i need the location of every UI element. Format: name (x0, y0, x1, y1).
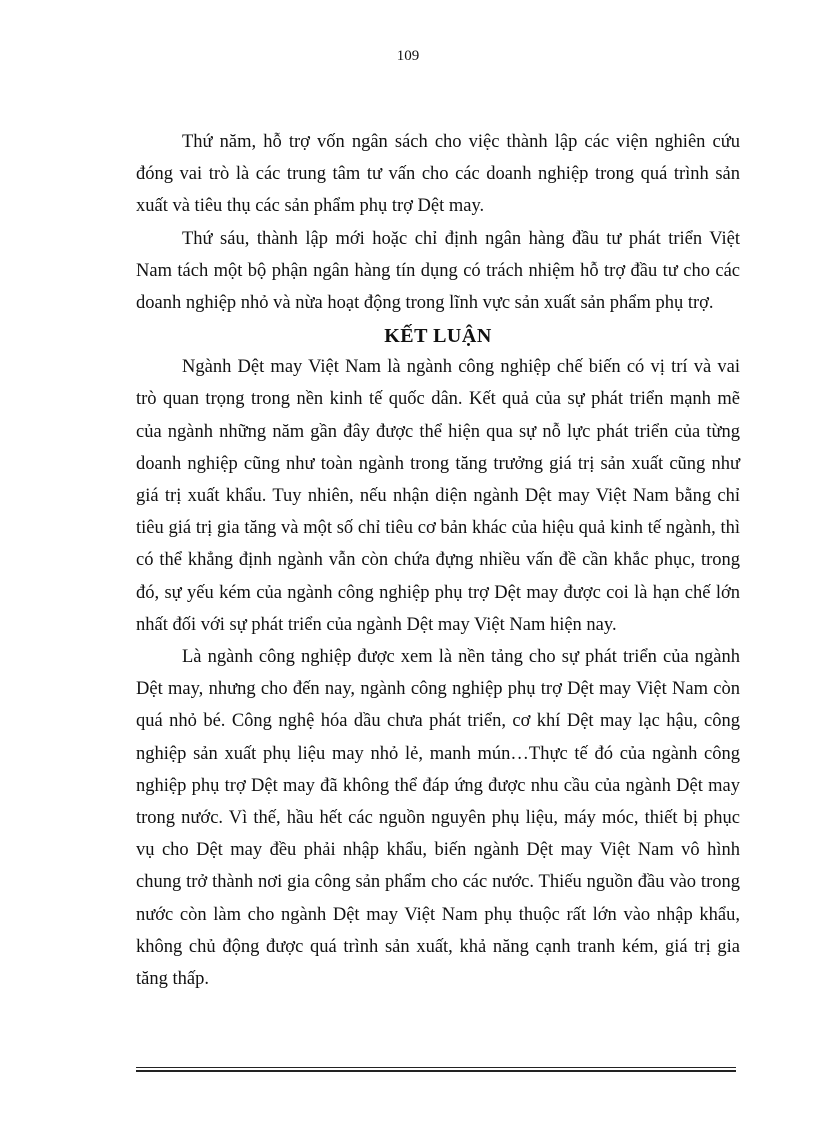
conclusion-paragraph-1: Ngành Dệt may Việt Nam là ngành công nghiệp chế biến có vị trí và vai trò quan trọng trong nền kinh tế quốc dân. Kết quả của sự phát triển mạnh mẽ của ngành những năm gần đây được thể hiện qua sự nỗ lực phát triển của từng doanh nghiệp cũng như toàn ngành trong tăng trưởng giá trị sản xuất cũng như giá trị xuất khẩu. Tuy nhiên, nếu nhận diện ngành Dệt may Việt Nam bằng chỉ tiêu giá trị gia tăng và một số chỉ tiêu cơ bản khác của hiệu quả kinh tế ngành, thì có thể khẳng định ngành vẫn còn chứa đựng nhiều vấn đề cần khắc phục, trong đó, sự yếu kém của ngành công nghiệp phụ trợ Dệt may được coi là hạn chế lớn nhất đối với sự phát triển của ngành Dệt may Việt Nam hiện nay. (136, 357, 740, 635)
conclusion-paragraph-2: Là ngành công nghiệp được xem là nền tảng cho sự phát triển của ngành Dệt may, nhưng cho đến nay, ngành công nghiệp phụ trợ Dệt may Việt Nam còn quá nhỏ bé. Công nghệ hóa dầu chưa phát triển, cơ khí Dệt may lạc hậu, công nghiệp sản xuất phụ liệu may nhỏ lẻ, manh mún…Thực tế đó của ngành công nghiệp phụ trợ Dệt may đã không thể đáp ứng được nhu cầu của ngành Dệt may trong nước. Vì thế, hầu hết các nguồn nguyên phụ liệu, máy móc, thiết bị phục vụ cho Dệt may đều phải nhập khẩu, biến ngành Dệt may Việt Nam vô hình chung trở thành nơi gia công sản phẩm cho các nước. Thiếu nguồn đầu vào trong nước còn làm cho ngành Dệt may Việt Nam phụ thuộc rất lớn vào nhập khẩu, không chủ động được quá trình sản xuất, khả năng cạnh tranh kém, giá trị gia tăng thấp. (136, 647, 740, 990)
page-body (136, 126, 740, 995)
footer-rule-thick (136, 1070, 736, 1072)
paragraph-thu-sau: Thứ sáu, thành lập mới hoặc chỉ định ngân hàng đầu tư phát triển Việt Nam tách một bộ phận ngân hàng tín dụng có trách nhiệm hỗ trợ đầu tư cho các doanh nghiệp nhỏ và nừa hoạt động trong lĩnh vực sản xuất sản phẩm phụ trợ. (136, 228, 740, 314)
footer-rule-thin (136, 1067, 736, 1068)
page-number: 109 (396, 48, 420, 64)
paragraph-thu-nam: Thứ năm, hỗ trợ vốn ngân sách cho việc thành lập các viện nghiên cứu đóng vai trò là các trung tâm tư vấn cho các doanh nghiệp trong quá trình sản xuất và tiêu thụ các sản phẩm phụ trợ Dệt may. (136, 132, 740, 217)
conclusion-heading: KẾT LUẬN (384, 325, 492, 348)
